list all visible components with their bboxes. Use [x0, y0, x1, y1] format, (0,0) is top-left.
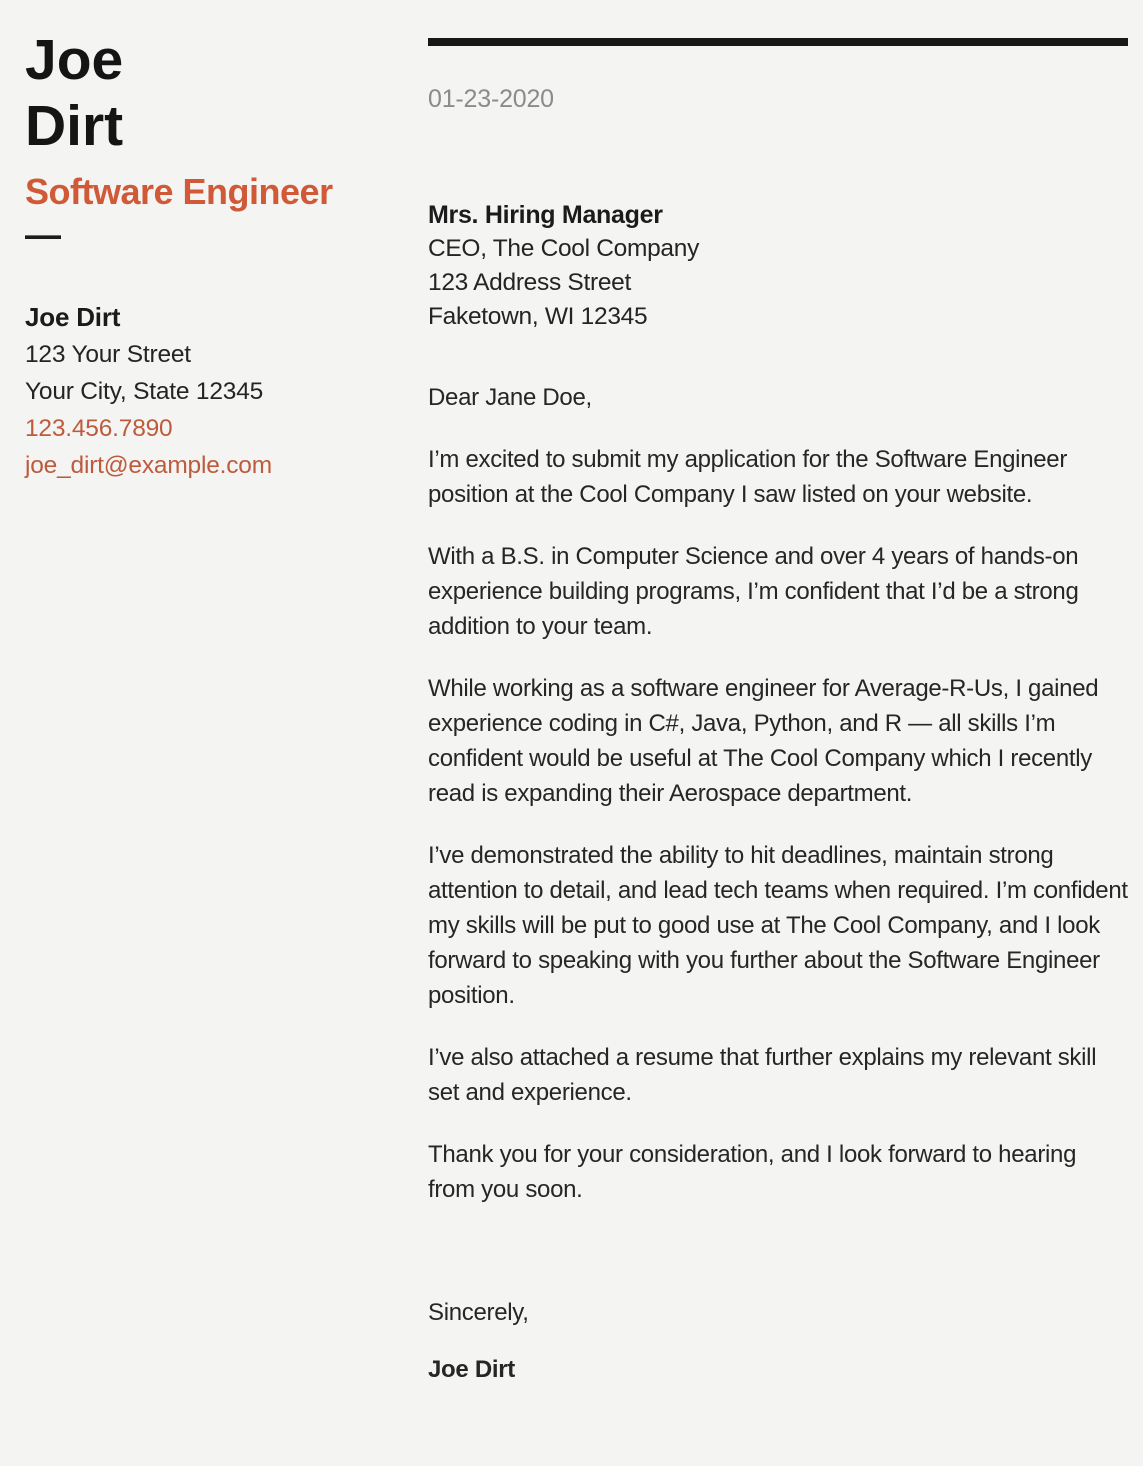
email-address: joe_dirt@example.com: [25, 452, 272, 479]
letter-paragraph: I’ve demonstrated the ability to hit deadlines, maintain strong attention to detail, and lead tech teams when required. I’m confident my skills will be put to good use at The Cool Company, and I look forward to speaking with you further about the Software Engineer position.: [428, 842, 1128, 1009]
closing-line: Sincerely,: [428, 1299, 529, 1326]
applicant-name: [25, 27, 405, 159]
signature: Joe Dirt: [428, 1356, 515, 1383]
recipient-street: 123 Address Street: [428, 269, 631, 296]
sidebar: [25, 27, 405, 484]
recipient-name: Mrs. Hiring Manager: [428, 201, 663, 229]
contact-city: Your City, State 12345: [25, 378, 264, 405]
contact-street: 123 Your Street: [25, 341, 191, 368]
salutation: Dear Jane Doe,: [428, 384, 592, 411]
letter-paragraph: I’ve also attached a resume that further explains my relevant skill set and experience.: [428, 1044, 1097, 1106]
applicant-last-name: Dirt: [25, 94, 124, 158]
letter-body: [428, 380, 1128, 1387]
divider-dash: —: [25, 214, 61, 255]
letter-paragraph: I’m excited to submit my application for the Software Engineer position at the Cool Company I saw listed on your website.: [428, 446, 1068, 508]
contact-name: Joe Dirt: [25, 302, 121, 332]
letter-paragraph: While working as a software engineer for Average-R-Us, I gained experience coding in C#, Java, Python, and R — all skills I’m confident would be useful at The Cool Company which I recently read is expanding their Aerospace department.: [428, 675, 1099, 807]
job-title: Software Engineer: [25, 171, 333, 212]
letter-paragraph: Thank you for your consideration, and I look forward to hearing from you soon.: [428, 1141, 1077, 1203]
letter-paragraph: With a B.S. in Computer Science and over 4 years of hands-on experience building programs, I’m confident that I’d be a strong addition to your team.: [428, 543, 1079, 640]
recipient-title: CEO, The Cool Company: [428, 235, 700, 262]
applicant-first-name: Joe: [25, 28, 124, 92]
recipient-block: [428, 198, 1128, 334]
top-rule: [428, 38, 1128, 46]
contact-block: [25, 299, 405, 484]
phone-number: 123.456.7890: [25, 415, 173, 442]
recipient-city: Faketown, WI 12345: [428, 303, 648, 330]
letter-date: 01-23-2020: [428, 85, 554, 113]
letter-main: [428, 38, 1128, 1387]
